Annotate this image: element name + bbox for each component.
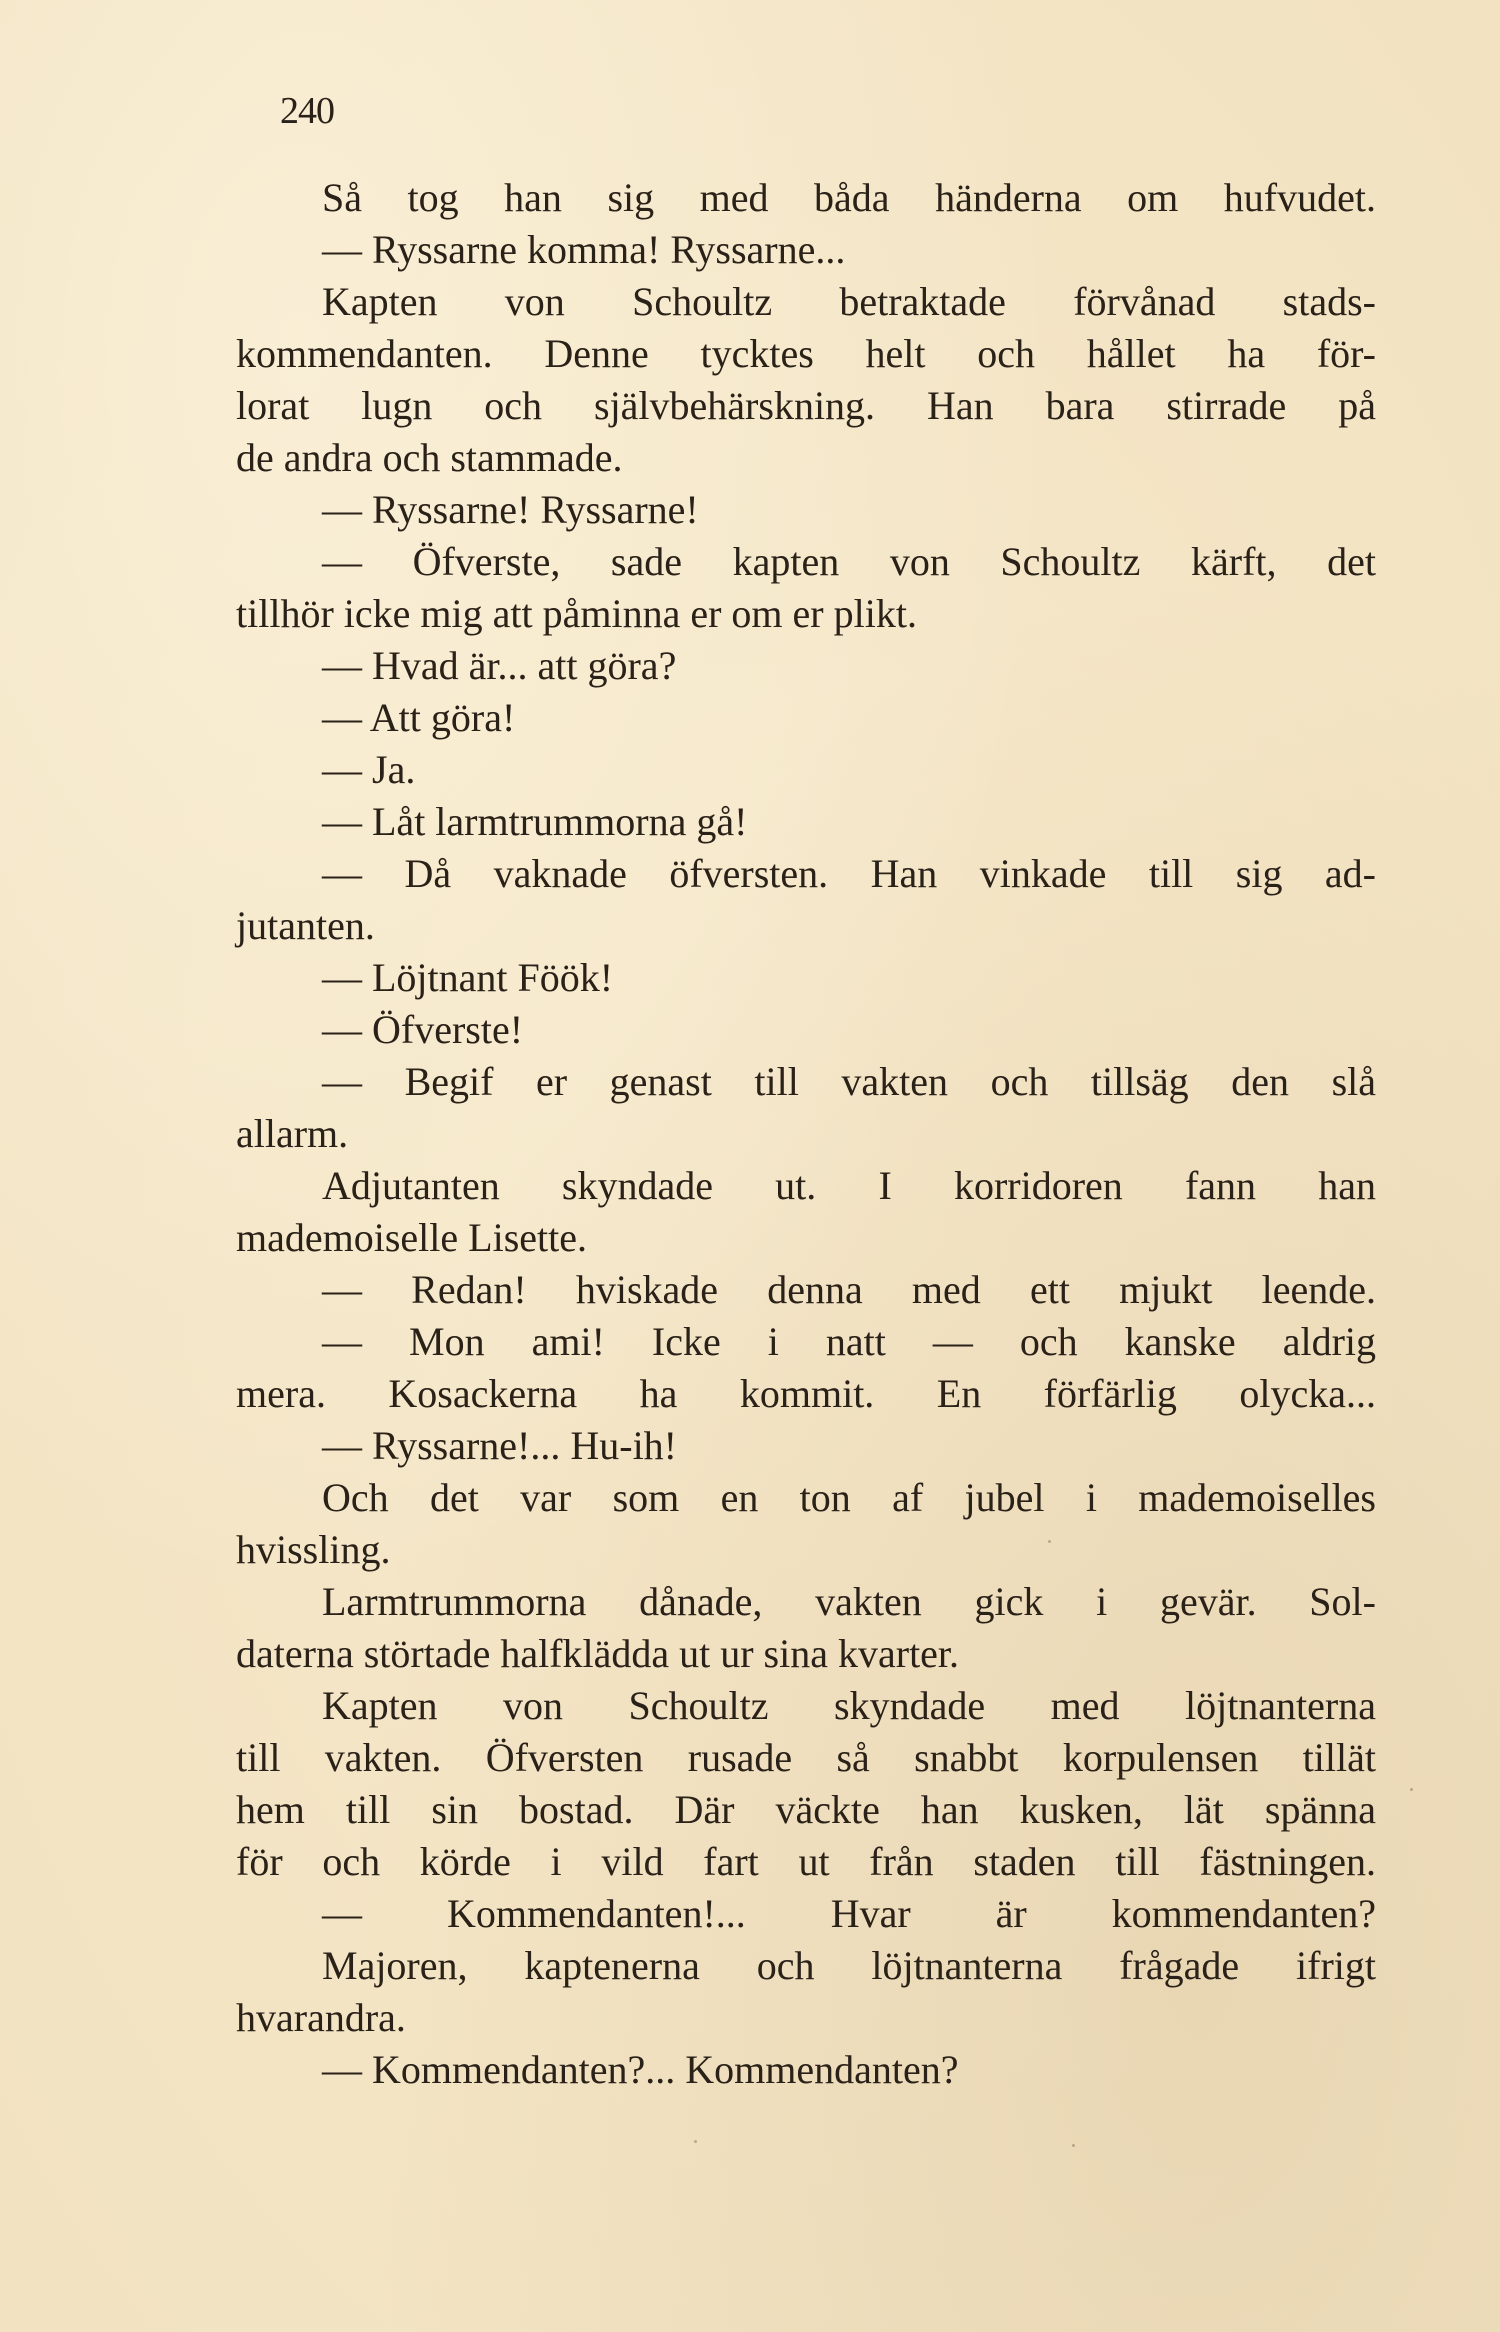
text-line: — Öfverste! — [322, 1007, 524, 1052]
paper-speck — [1072, 2144, 1075, 2147]
text-line: daterna störtade halfklädda ut ur sina kvarter. — [236, 1631, 960, 1676]
text-line: — Kommendanten?... Kommendanten? — [322, 2047, 959, 2092]
text-line: Kapten von Schoultz betraktade förvånad stads- — [322, 279, 1376, 324]
text-line: Adjutanten skyndade ut. I korridoren fann han — [322, 1163, 1376, 1208]
text-line: mademoiselle Lisette. — [236, 1215, 587, 1260]
text-line: — Ryssarne!... Hu-ih! — [322, 1423, 677, 1468]
text-line: hvissling. — [236, 1527, 391, 1572]
text-line: lorat lugn och självbehärskning. Han bara stirrade på — [236, 383, 1376, 428]
text-line: de andra och stammade. — [236, 435, 623, 480]
paper-speck — [1048, 1540, 1051, 1543]
text-line: Larmtrummorna dånade, vakten gick i gevär. Sol- — [322, 1579, 1376, 1624]
text-line: — Ryssarne! Ryssarne! — [322, 487, 699, 532]
text-line: för och körde i vild fart ut från staden till fästningen. — [236, 1839, 1376, 1884]
text-line: till vakten. Öfversten rusade så snabbt korpulensen tillät — [236, 1735, 1376, 1780]
text-line: — Då vaknade öfversten. Han vinkade till sig ad- — [322, 851, 1376, 896]
text-line: jutanten. — [236, 903, 375, 948]
text-line: Kapten von Schoultz skyndade med löjtnanterna — [322, 1683, 1376, 1728]
text-line: allarm. — [236, 1111, 349, 1156]
text-line: — Låt larmtrummorna gå! — [322, 799, 748, 844]
text-line: mera. Kosackerna ha kommit. En förfärlig olycka... — [236, 1371, 1376, 1416]
body-text — [236, 172, 1376, 2096]
text-line: hem till sin bostad. Där väckte han kusken, lät spänna — [236, 1787, 1376, 1832]
text-line: — Kommendanten!... Hvar är kommendanten? — [322, 1891, 1376, 1936]
text-line: — Ja. — [322, 747, 416, 792]
text-line: — Löjtnant Föök! — [322, 955, 614, 1000]
text-line: Så tog han sig med båda händerna om hufvudet. — [322, 175, 1376, 220]
text-line: kommendanten. Denne tycktes helt och hållet ha för- — [236, 331, 1376, 376]
text-line: — Hvad är... att göra? — [322, 643, 677, 688]
text-line: — Att göra! — [322, 695, 516, 740]
paper-speck — [694, 2140, 697, 2143]
page-number: 240 — [280, 90, 334, 132]
paper-speck — [1410, 1788, 1413, 1791]
text-line: — Ryssarne komma! Ryssarne... — [322, 227, 846, 272]
text-line: — Mon ami! Icke i natt — och kanske aldrig — [322, 1319, 1376, 1364]
text-line: Majoren, kaptenerna och löjtnanterna frågade ifrigt — [322, 1943, 1376, 1988]
text-line: — Öfverste, sade kapten von Schoultz kärft, det — [322, 539, 1376, 584]
text-line: hvarandra. — [236, 1995, 406, 2040]
text-line: — Redan! hviskade denna med ett mjukt leende. — [322, 1267, 1376, 1312]
text-line: Och det var som en ton af jubel i mademoiselles — [322, 1475, 1376, 1520]
text-line: tillhör icke mig att påminna er om er plikt. — [236, 591, 917, 636]
text-line: — Begif er genast till vakten och tillsäg den slå — [322, 1059, 1376, 1104]
